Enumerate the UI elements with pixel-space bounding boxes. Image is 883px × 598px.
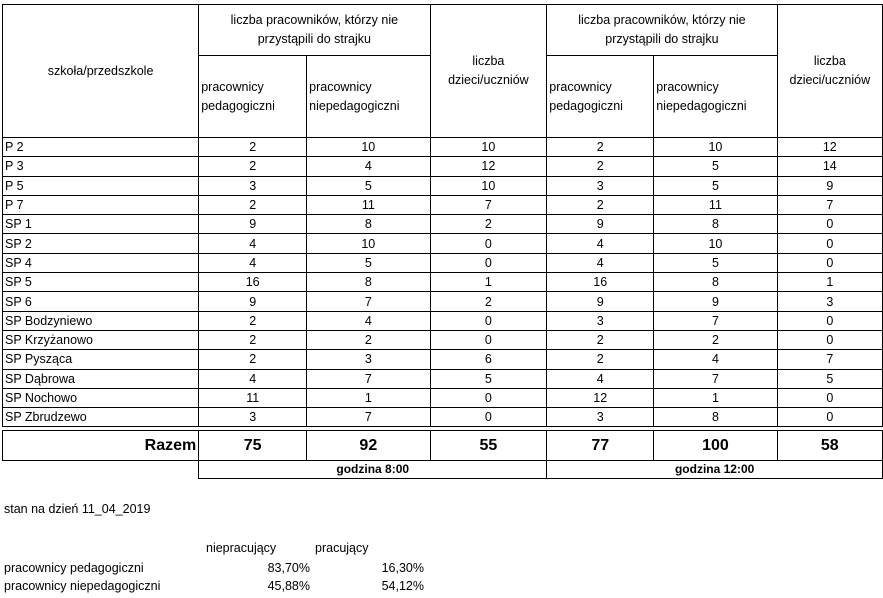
row-value: 2 xyxy=(199,350,307,369)
row-value: 14 xyxy=(777,157,882,176)
row-value: 8 xyxy=(307,273,430,292)
row-value: 12 xyxy=(777,138,882,157)
row-value: 0 xyxy=(430,253,547,272)
row-name: SP Krzyżanowo xyxy=(3,330,199,349)
total-value: 58 xyxy=(777,431,882,461)
row-value: 9 xyxy=(199,292,307,311)
summary-header-not-working: niepracujący xyxy=(206,541,277,555)
row-value: 0 xyxy=(777,330,882,349)
row-value: 1 xyxy=(777,273,882,292)
row-value: 3 xyxy=(307,350,430,369)
row-name: SP Bodzyniewo xyxy=(3,311,199,330)
row-value: 0 xyxy=(777,253,882,272)
row-value: 11 xyxy=(654,195,777,214)
row-value: 6 xyxy=(430,350,547,369)
row-name: P 3 xyxy=(3,157,199,176)
row-value: 9 xyxy=(199,215,307,234)
row-value: 16 xyxy=(547,273,654,292)
row-value: 5 xyxy=(654,157,777,176)
total-value: 92 xyxy=(307,431,430,461)
row-value: 5 xyxy=(654,253,777,272)
row-value: 5 xyxy=(307,253,430,272)
row-value: 1 xyxy=(307,388,430,407)
table-row xyxy=(3,215,883,234)
row-value: 7 xyxy=(430,195,547,214)
row-value: 4 xyxy=(307,311,430,330)
row-value: 5 xyxy=(430,369,547,388)
row-value: 4 xyxy=(199,369,307,388)
row-value: 9 xyxy=(777,176,882,195)
row-value: 2 xyxy=(430,215,547,234)
row-value: 10 xyxy=(654,234,777,253)
time-label-row xyxy=(3,461,883,479)
row-value: 2 xyxy=(547,195,654,214)
row-value: 0 xyxy=(430,408,547,427)
row-value: 16 xyxy=(199,273,307,292)
row-value: 4 xyxy=(547,369,654,388)
row-value: 12 xyxy=(547,388,654,407)
row-value: 2 xyxy=(547,330,654,349)
total-value: 75 xyxy=(199,431,307,461)
row-value: 7 xyxy=(654,311,777,330)
row-value: 9 xyxy=(547,292,654,311)
row-name: SP 5 xyxy=(3,273,199,292)
row-name: P 7 xyxy=(3,195,199,214)
row-value: 2 xyxy=(199,311,307,330)
row-value: 2 xyxy=(547,157,654,176)
row-value: 3 xyxy=(777,292,882,311)
row-value: 8 xyxy=(654,273,777,292)
row-value: 0 xyxy=(777,215,882,234)
header-non-pedagogical-8: pracownicy niepedagogiczni xyxy=(307,56,430,138)
table-row xyxy=(3,388,883,407)
header-pedagogical-12: pracownicy pedagogiczni xyxy=(547,56,654,138)
row-value: 10 xyxy=(307,138,430,157)
row-value: 0 xyxy=(430,311,547,330)
row-value: 2 xyxy=(199,157,307,176)
table-row xyxy=(3,234,883,253)
row-value: 0 xyxy=(777,408,882,427)
row-name: SP 1 xyxy=(3,215,199,234)
table-row xyxy=(3,350,883,369)
row-value: 2 xyxy=(547,138,654,157)
row-value: 10 xyxy=(430,138,547,157)
row-value: 5 xyxy=(777,369,882,388)
row-value: 0 xyxy=(430,388,547,407)
row-value: 10 xyxy=(654,138,777,157)
row-value: 2 xyxy=(199,330,307,349)
row-value: 2 xyxy=(307,330,430,349)
row-value: 3 xyxy=(199,176,307,195)
header-not-striking-8: liczba pracowników, którzy nie przystąpili do strajku xyxy=(199,5,430,56)
total-value: 100 xyxy=(654,431,777,461)
row-value: 4 xyxy=(199,253,307,272)
row-name: P 2 xyxy=(3,138,199,157)
total-value: 77 xyxy=(547,431,654,461)
row-value: 8 xyxy=(654,408,777,427)
row-value: 0 xyxy=(430,234,547,253)
row-value: 11 xyxy=(307,195,430,214)
total-value: 55 xyxy=(430,431,547,461)
table-row xyxy=(3,195,883,214)
row-value: 1 xyxy=(654,388,777,407)
row-name: SP Zbrudzewo xyxy=(3,408,199,427)
time-label-8: godzina 8:00 xyxy=(199,461,547,479)
row-value: 7 xyxy=(307,369,430,388)
row-value: 4 xyxy=(307,157,430,176)
table-row xyxy=(3,408,883,427)
row-name: SP Nochowo xyxy=(3,388,199,407)
row-value: 0 xyxy=(777,234,882,253)
summary-not-working-pedagogical: 83,70% xyxy=(267,561,310,575)
row-value: 0 xyxy=(777,388,882,407)
row-value: 8 xyxy=(307,215,430,234)
row-name: SP 2 xyxy=(3,234,199,253)
table-row xyxy=(3,292,883,311)
table-row xyxy=(3,253,883,272)
summary-label-non-pedagogical: pracownicy niepedagogiczni xyxy=(4,579,161,593)
row-name: P 5 xyxy=(3,176,199,195)
row-value: 9 xyxy=(654,292,777,311)
total-label: Razem xyxy=(3,431,199,461)
row-value: 5 xyxy=(654,176,777,195)
header-non-pedagogical-12: pracownicy niepedagogiczni xyxy=(654,56,777,138)
row-value: 7 xyxy=(307,408,430,427)
row-value: 2 xyxy=(430,292,547,311)
row-value: 0 xyxy=(777,311,882,330)
row-value: 3 xyxy=(199,408,307,427)
summary-not-working-non-pedagogical: 45,88% xyxy=(267,579,310,593)
row-value: 4 xyxy=(199,234,307,253)
row-value: 7 xyxy=(777,350,882,369)
table-row xyxy=(3,273,883,292)
row-value: 3 xyxy=(547,176,654,195)
row-value: 7 xyxy=(654,369,777,388)
row-value: 2 xyxy=(547,350,654,369)
row-value: 2 xyxy=(199,195,307,214)
table-row xyxy=(3,138,883,157)
summary-label-pedagogical: pracownicy pedagogiczni xyxy=(4,561,144,575)
row-value: 4 xyxy=(654,350,777,369)
row-value: 10 xyxy=(430,176,547,195)
strike-table xyxy=(2,4,883,479)
table-row xyxy=(3,176,883,195)
row-value: 3 xyxy=(547,408,654,427)
row-value: 11 xyxy=(199,388,307,407)
table-row xyxy=(3,157,883,176)
row-value: 12 xyxy=(430,157,547,176)
row-value: 5 xyxy=(307,176,430,195)
summary-header-working: pracujący xyxy=(315,541,369,555)
row-value: 10 xyxy=(307,234,430,253)
row-value: 3 xyxy=(547,311,654,330)
row-value: 1 xyxy=(430,273,547,292)
row-value: 0 xyxy=(430,330,547,349)
time-label-12: godzina 12:00 xyxy=(547,461,883,479)
table-row xyxy=(3,311,883,330)
row-name: SP Pysząca xyxy=(3,350,199,369)
total-row xyxy=(3,431,883,461)
summary-working-non-pedagogical: 54,12% xyxy=(381,579,424,593)
row-value: 7 xyxy=(777,195,882,214)
row-value: 4 xyxy=(547,234,654,253)
row-value: 7 xyxy=(307,292,430,311)
row-value: 9 xyxy=(547,215,654,234)
header-children-12: liczba dzieci/uczniów xyxy=(777,5,882,138)
header-not-striking-12: liczba pracowników, którzy nie przystąpili do strajku xyxy=(547,5,777,56)
row-name: SP Dąbrowa xyxy=(3,369,199,388)
header-pedagogical-8: pracownicy pedagogiczni xyxy=(199,56,307,138)
summary-working-pedagogical: 16,30% xyxy=(381,561,424,575)
status-date: stan na dzień 11_04_2019 xyxy=(4,502,151,516)
row-value: 2 xyxy=(654,330,777,349)
table-row xyxy=(3,330,883,349)
header-children-8: liczba dzieci/uczniów xyxy=(430,5,547,138)
row-name: SP 6 xyxy=(3,292,199,311)
row-name: SP 4 xyxy=(3,253,199,272)
row-value: 4 xyxy=(547,253,654,272)
table-row xyxy=(3,369,883,388)
row-value: 2 xyxy=(199,138,307,157)
header-school: szkoła/przedszkole xyxy=(3,5,199,138)
row-value: 8 xyxy=(654,215,777,234)
